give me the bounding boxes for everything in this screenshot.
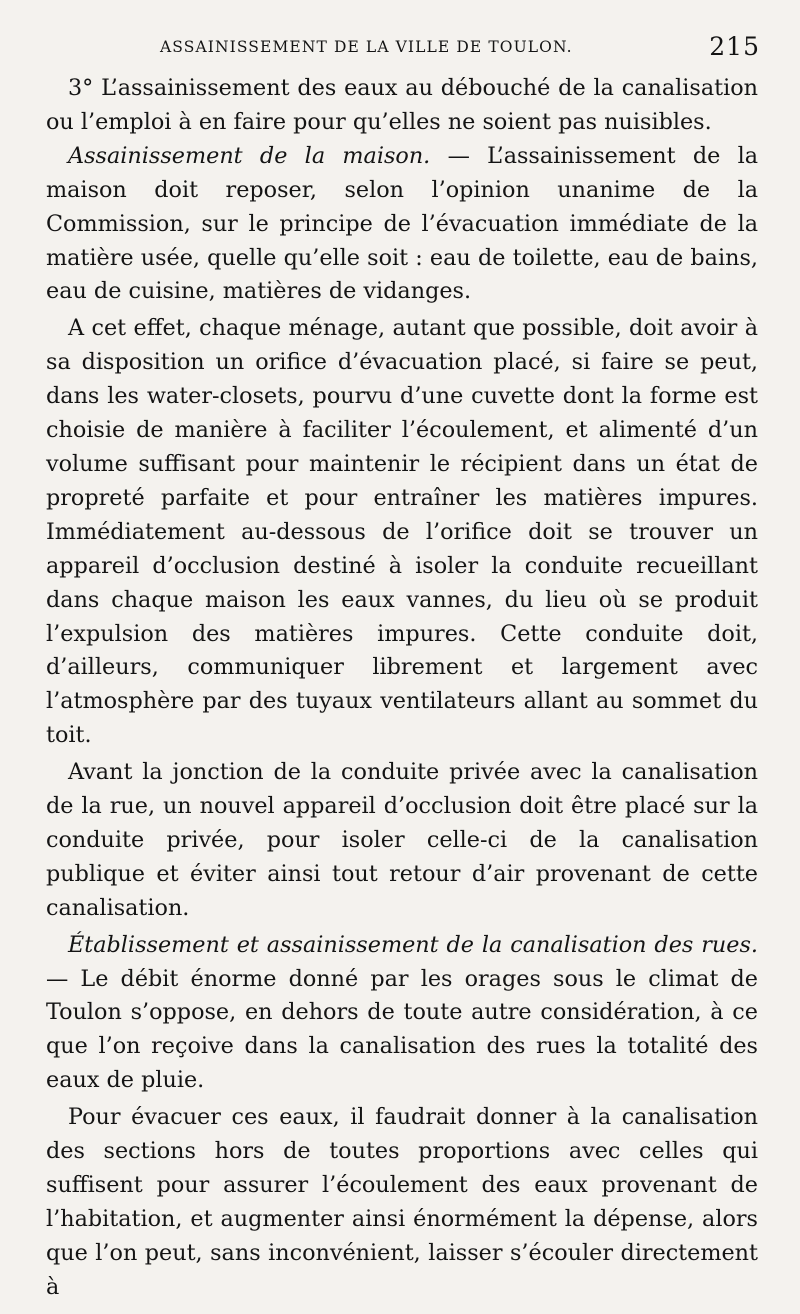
paragraph-house-sanitation <box>46 140 758 310</box>
paragraph-text: — Le débit énorme donné par les orages sous le climat de Toulon s’oppose, en dehors de toute autre considération, à ce que l’on reçoive dans la canalisation des rues la totalité des eaux de pluie. <box>46 965 758 1094</box>
paragraph-rainwater: Pour évacuer ces eaux, il faudrait donner à la canalisation des sections hors de toutes proportions avec celles qui suffisent pour assurer l’écoulement des eaux provenant de l’habitation, et augmenter ainsi énormément la dépense, alors que l’on peut, sans inconvénient, laisser s’écouler directement à <box>46 1104 758 1300</box>
paragraph-street-sewers <box>46 929 758 1099</box>
page-number: 215 <box>709 32 760 61</box>
paragraph-text: — L’assainissement de la maison doit reposer, selon l’opinion unanime de la Commission, sur le principe de l’évacuation immédiate de la matière usée, quelle qu’elle soit : eau de toilette, eau de bains, eau de cuisine, matières de vidanges. <box>46 142 758 305</box>
section-heading-streets: Établissement et assainissement de la canalisation des rues. <box>68 931 758 958</box>
paragraph-private-pipe: Avant la jonction de la conduite privée avec la canalisation de la rue, un nouvel appareil d’occlusion doit être placé sur la conduite privée, pour isoler celle-ci de la canalisation publique et éviter ainsi tout retour d’air provenant de cette canalisation. <box>46 759 758 921</box>
section-heading-house: Assainissement de la maison. <box>68 142 431 169</box>
page-header <box>160 32 760 62</box>
running-title: ASSAINISSEMENT DE LA VILLE DE TOULON. <box>160 38 573 56</box>
paragraph-household-fixtures: A cet effet, chaque ménage, autant que possible, doit avoir à sa disposition un orifice d’évacuation placé, si faire se peut, dans les water-closets, pourvu d’une cuvette dont la forme est choisie de manière à faciliter l’écoulement, et alimenté d’un volume suffisant pour maintenir le récipient dans un état de propreté parfaite et pour entraîner les matières impures. Immédiatement au-dessous de l’orifice doit se trouver un appareil d’occlusion destiné à isoler la conduite recueillant dans chaque maison les eaux vannes, du lieu où se produit l’expulsion des matières impures. Cette conduite doit, d’ailleurs, communiquer librement et largement avec l’atmosphère par des tuyaux ventilateurs allant au sommet du toit. <box>46 315 758 749</box>
body-text <box>46 72 758 1305</box>
paragraph-item-3: 3° L’assainissement des eaux au débouché de la canalisation ou l’emploi à en faire pour qu’elles ne soient pas nuisibles. <box>46 75 758 135</box>
